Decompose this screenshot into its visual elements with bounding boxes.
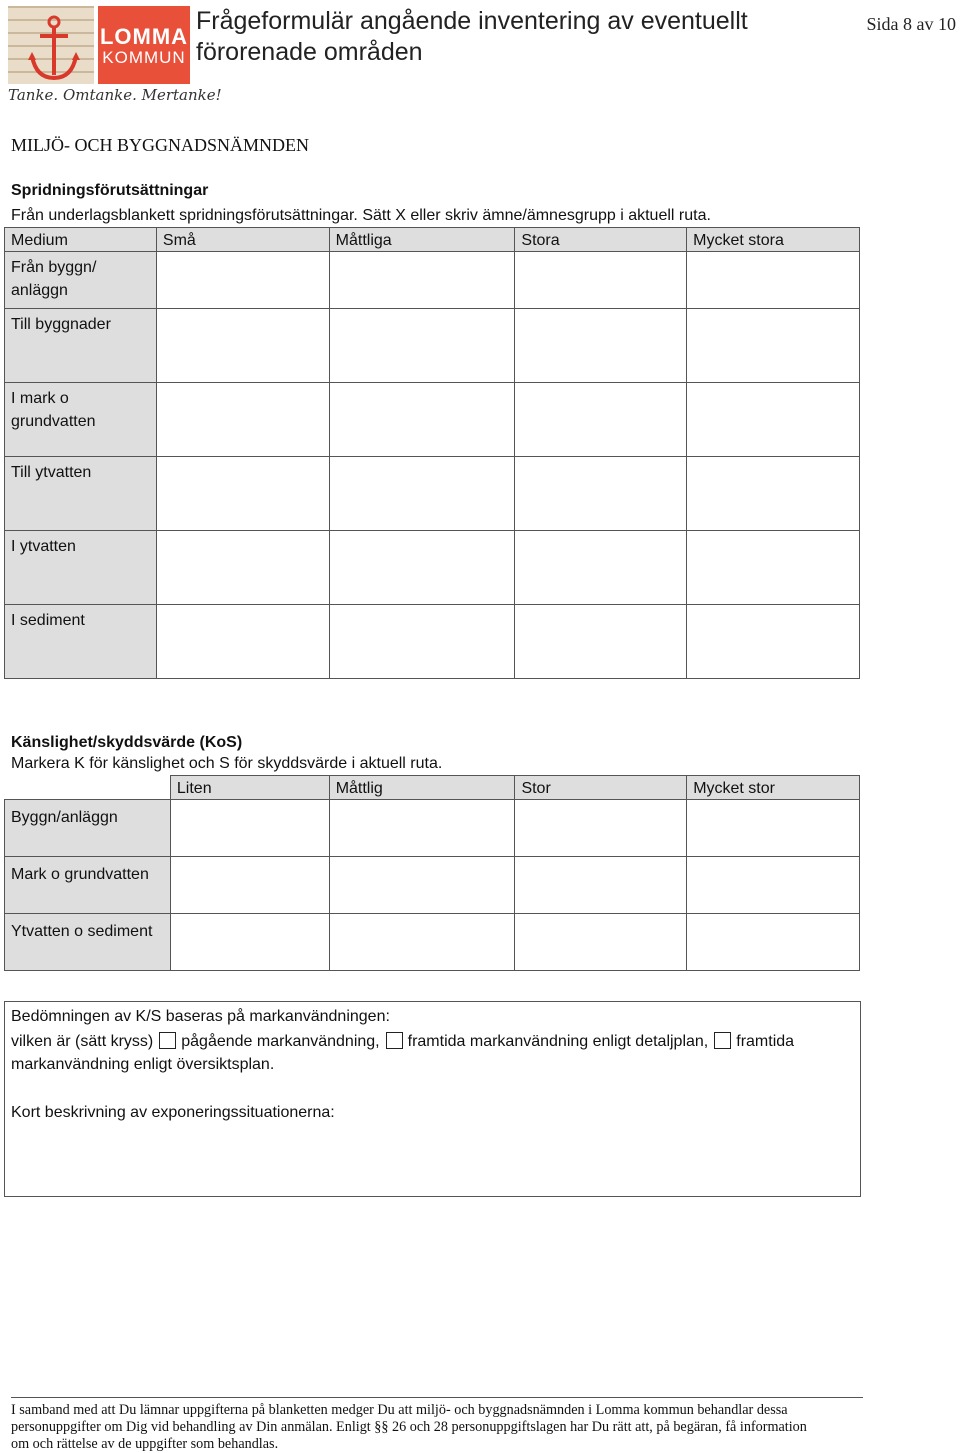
description-label: Kort beskrivning av exponeringssituationerna: [11,1104,335,1121]
input-cell[interactable] [329,383,515,457]
input-cell[interactable] [515,309,687,383]
input-cell[interactable] [687,531,860,605]
input-cell[interactable] [329,531,515,605]
checkbox-pagaende[interactable] [159,1032,176,1049]
checkbox-detaljplan[interactable] [386,1032,403,1049]
kos-header-row [5,776,860,800]
column-header: Liten [170,776,329,800]
input-cell[interactable] [687,857,860,914]
input-cell[interactable] [687,457,860,531]
assessment-prefix: vilken är (sätt kryss) [11,1033,154,1050]
column-header: Måttliga [329,228,515,252]
checkbox-oversiktsplan[interactable] [714,1032,731,1049]
spridning-table [4,227,860,679]
column-header: Stora [515,228,687,252]
kos-table [4,775,860,971]
logo-text-lomma: LOMMA [99,24,189,49]
brick-wall-graphic [8,6,94,84]
input-cell[interactable] [515,605,687,679]
input-cell[interactable] [687,605,860,679]
column-header [5,776,171,800]
input-cell[interactable] [156,252,329,309]
column-header: Mycket stor [687,776,860,800]
input-cell[interactable] [687,914,860,971]
input-cell[interactable] [515,857,687,914]
input-cell[interactable] [515,800,687,857]
input-cell[interactable] [170,914,329,971]
input-cell[interactable] [515,531,687,605]
lomma-kommun-logo [6,4,222,108]
input-cell[interactable] [515,383,687,457]
option-pagaende-label: pågående markanvändning, [181,1033,380,1050]
option-oversiktsplan-label: framtida [736,1033,795,1050]
row-label: I sediment [5,605,157,679]
logo-text-kommun: KOMMUN [102,48,186,67]
row-label: I ytvatten [5,531,157,605]
input-cell[interactable] [156,531,329,605]
input-cell[interactable] [687,800,860,857]
document-title: Frågeformulär angående inventering av eventuellt förorenade områden [196,7,748,66]
table-row [5,914,860,971]
input-cell[interactable] [687,383,860,457]
footer-line: om och rättelse av de uppgifter som behandlas. [11,1436,279,1452]
column-header: Måttlig [329,776,515,800]
input-cell[interactable] [156,309,329,383]
input-cell[interactable] [515,457,687,531]
logo-red-block [98,6,190,84]
table-row [5,531,860,605]
table-row [5,800,860,857]
input-cell[interactable] [170,857,329,914]
assessment-options [11,1032,794,1051]
input-cell[interactable] [329,800,515,857]
input-cell[interactable] [515,914,687,971]
spridning-header-row [5,228,860,252]
input-cell[interactable] [329,605,515,679]
input-cell[interactable] [156,383,329,457]
row-label: Ytvatten o sediment [5,914,171,971]
input-cell[interactable] [329,309,515,383]
table-row [5,383,860,457]
row-label: Till byggnader [5,309,157,383]
column-header: Mycket stora [687,228,860,252]
department-name: MILJÖ- OCH BYGGNADSNÄMNDEN [11,135,310,155]
page-number: Sida 8 av 10 [866,14,956,34]
table-row [5,309,860,383]
assessment-option-continuation: markanvändning enligt översiktsplan. [11,1056,275,1073]
footer-line: personuppgifter om Dig vid behandling av Din anmälan. Enligt §§ 26 och 28 personuppgiftslagen har Du rätt att, på begäran, få information [11,1419,807,1435]
input-cell[interactable] [156,457,329,531]
footer-line: I samband med att Du lämnar uppgifterna på blanketten medger Du att miljö- och byggnadsnämnden i Lomma kommun behandlar dessa [11,1402,788,1418]
row-label: Mark o grundvatten [5,857,171,914]
input-cell[interactable] [329,914,515,971]
option-detaljplan-label: framtida markanvändning enligt detaljplan, [407,1033,709,1050]
input-cell[interactable] [329,252,515,309]
logo-tagline: Tanke. Omtanke. Mertanke! [8,86,222,104]
input-cell[interactable] [687,252,860,309]
table-row [5,457,860,531]
column-header: Medium [5,228,157,252]
input-cell[interactable] [156,605,329,679]
assessment-intro: Bedömningen av K/S baseras på markanvändningen: [11,1008,390,1025]
row-label: Byggn/anläggn [5,800,171,857]
assessment-box [4,1001,861,1197]
description-field[interactable] [11,1128,854,1190]
kos-heading: Känslighet/skyddsvärde (KoS) [11,734,243,751]
column-header: Stor [515,776,687,800]
spridning-instruction: Från underlagsblankett spridningsförutsättningar. Sätt X eller skriv ämne/ämnesgrupp i aktuell ruta. [11,207,711,224]
input-cell[interactable] [329,457,515,531]
table-row [5,605,860,679]
privacy-footer [11,1397,863,1453]
spridning-heading: Spridningsförutsättningar [11,182,209,199]
input-cell[interactable] [170,800,329,857]
anchor-icon [26,14,82,84]
input-cell[interactable] [329,857,515,914]
row-label: I mark o grundvatten [5,383,157,457]
table-row [5,252,860,309]
column-header: Små [156,228,329,252]
input-cell[interactable] [515,252,687,309]
row-label: Till ytvatten [5,457,157,531]
row-label: Från byggn/ anläggn [5,252,157,309]
kos-instruction: Markera K för känslighet och S för skyddsvärde i aktuell ruta. [11,755,443,772]
input-cell[interactable] [687,309,860,383]
table-row [5,857,860,914]
